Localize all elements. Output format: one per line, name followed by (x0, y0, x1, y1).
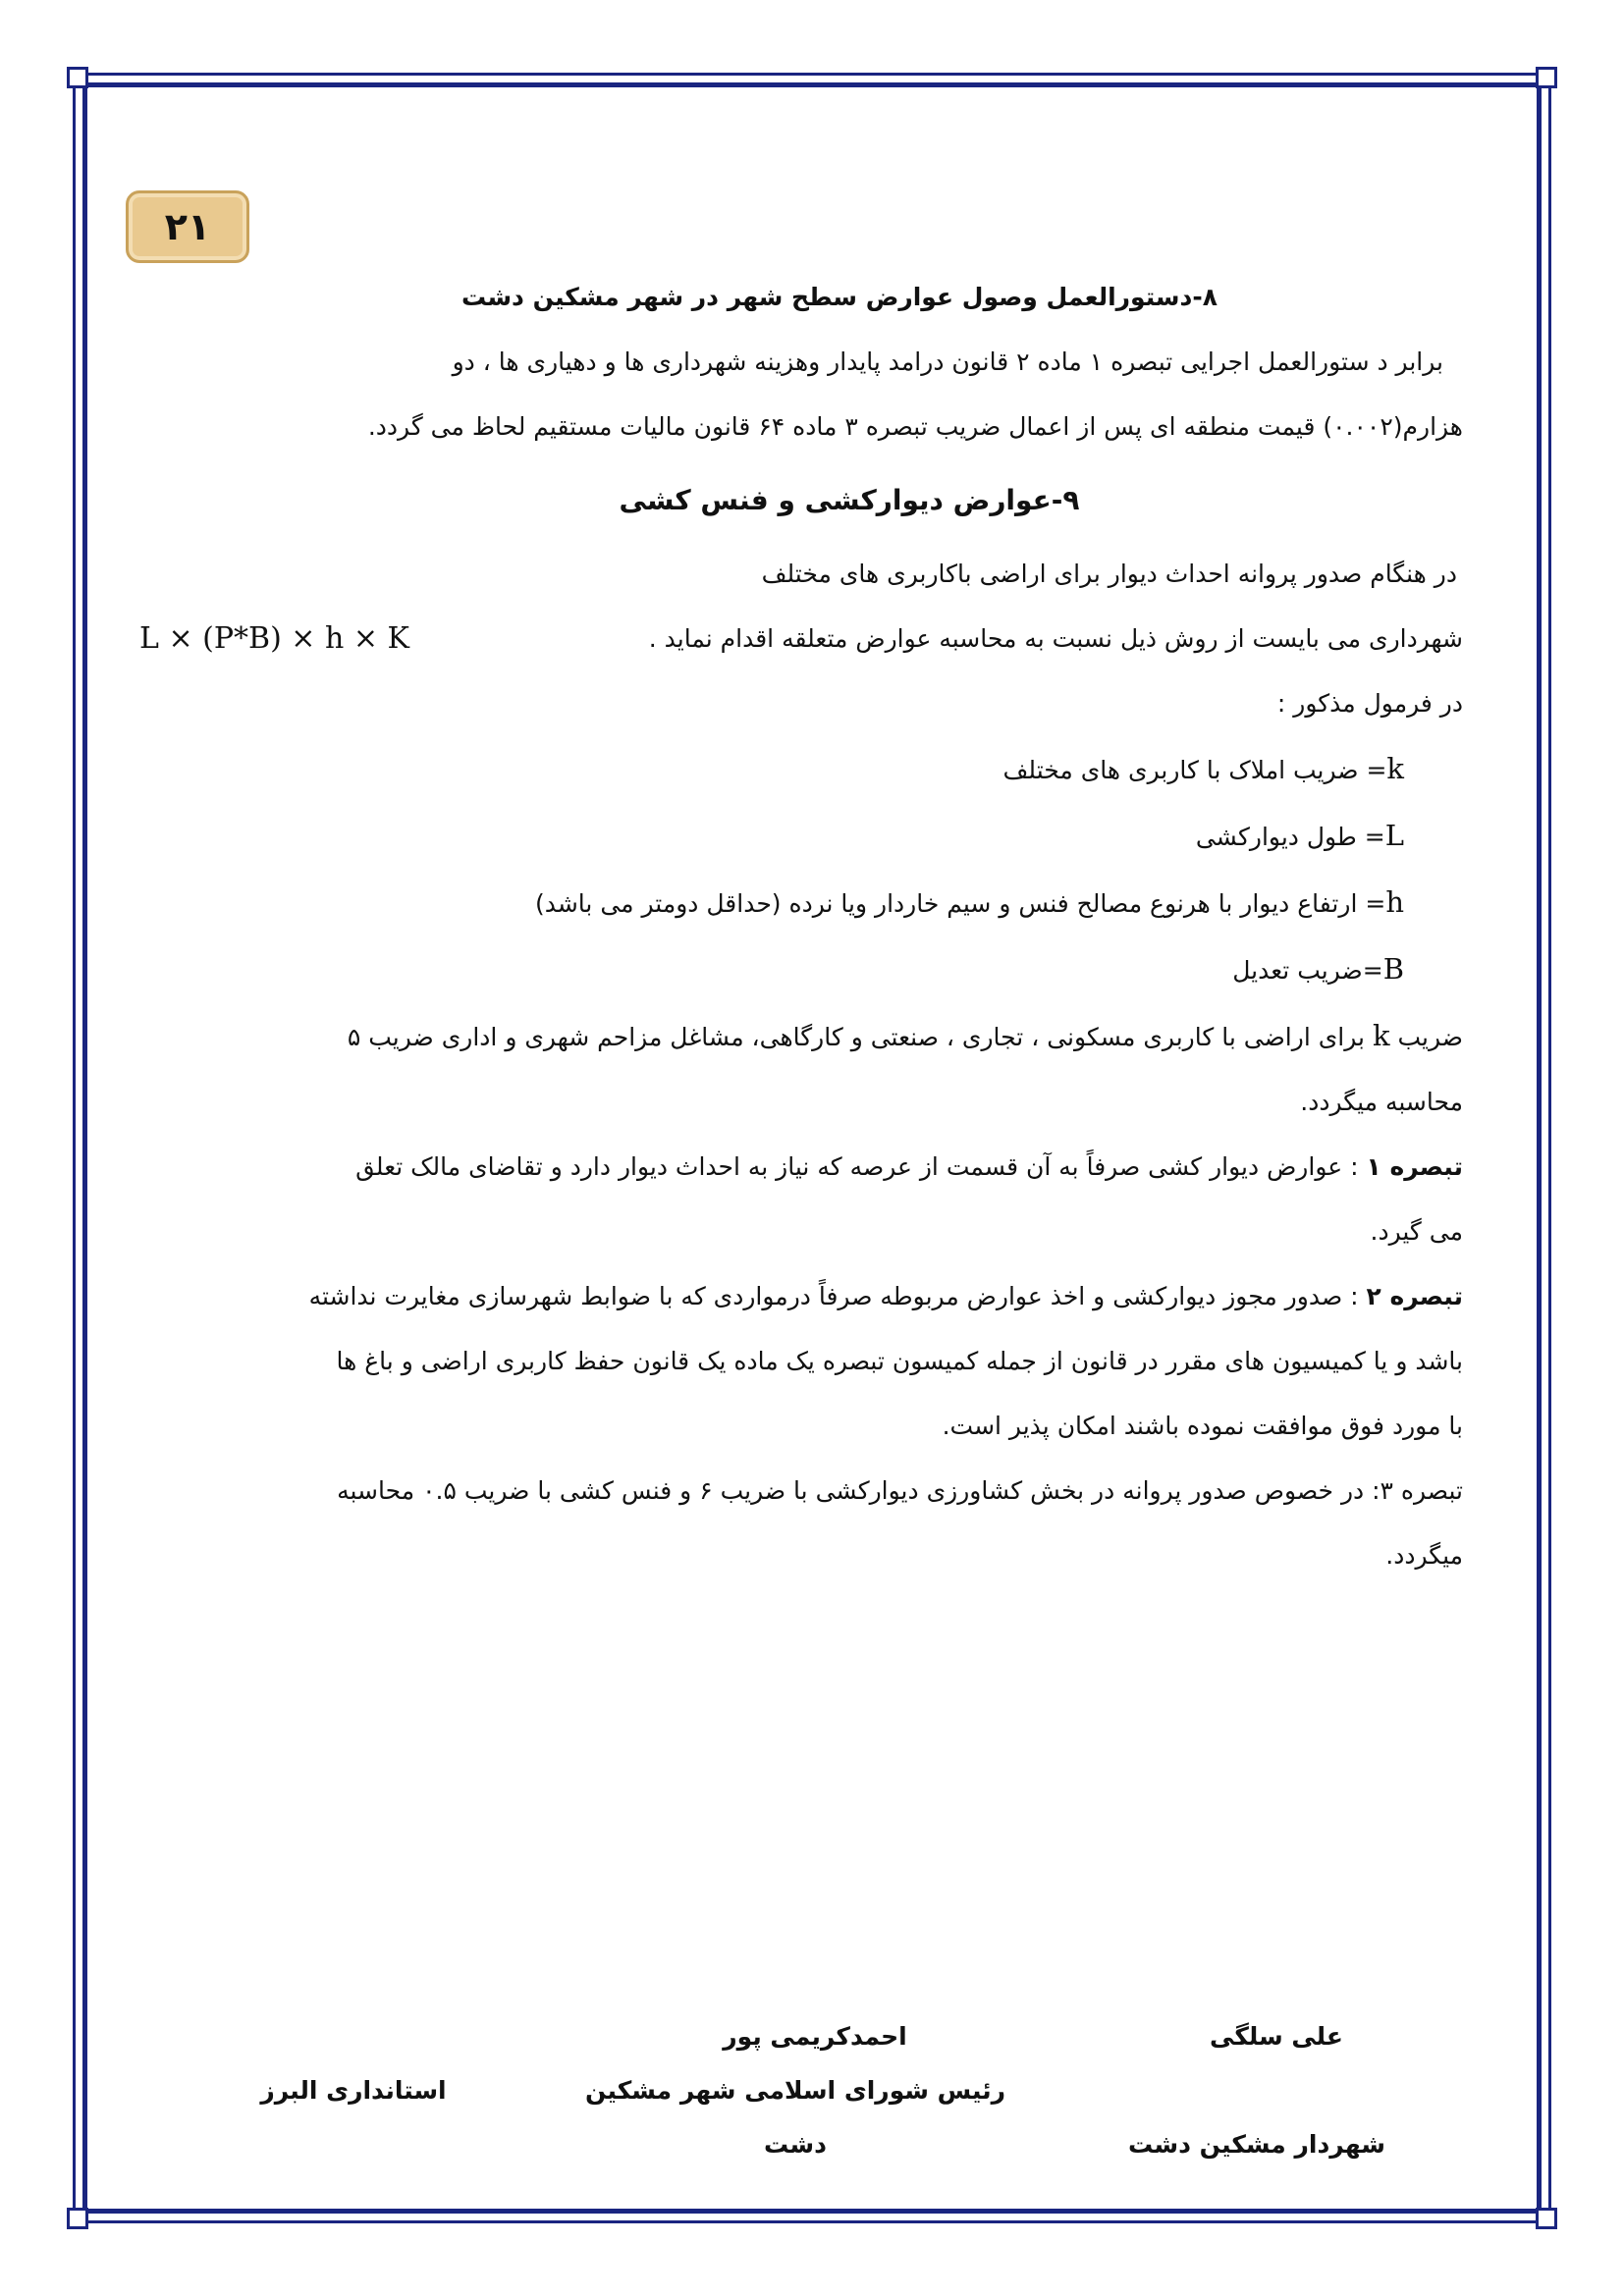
k-para-symbol: k (1372, 1019, 1390, 1052)
definition-b (128, 936, 1463, 1003)
page-number: ۲۱ (164, 205, 211, 248)
frame-corner-top-left (67, 67, 88, 88)
signature-council-title1: رئیس شورای اسلامی شهر مشکین (585, 2076, 1005, 2105)
k-para-line2: محاسبه میگردد. (1300, 1088, 1463, 1116)
definition-h-symbol: h (1385, 885, 1404, 919)
definition-k-text: = ضریب املاک با کاربری های مختلف (1002, 756, 1387, 784)
signature-mayor-name: علی سلگی (1210, 2022, 1343, 2051)
section9-intro1: در هنگام صدور پروانه احداث دیوار برای اراضی باکاربری های مختلف (761, 560, 1457, 588)
fee-formula: L × (P*B) × h × K (139, 621, 409, 656)
definition-k-symbol: k (1386, 752, 1404, 785)
k-para-after: برای اراضی با کاربری مسکونی ، تجاری ، صنعتی و کارگاهی، مشاغل مزاحم شهری و اداری ضریب ۵ (347, 1023, 1373, 1051)
k-coefficient-para (128, 1003, 1463, 1070)
note1-line2: می گیرد. (1370, 1217, 1463, 1246)
signature-council-title2: دشت (764, 2130, 827, 2159)
definition-k (128, 736, 1463, 803)
note2-label: تبصره ۲ (1366, 1282, 1463, 1310)
definition-h-text: = ارتفاع دیوار با هرنوع مصالح فنس و سیم خاردار ویا نرده (حداقل دومتر می باشد) (534, 889, 1386, 918)
page-number-badge (126, 190, 249, 263)
note1-line1 (128, 1135, 1463, 1200)
section9-title: ۹-عوارض دیوارکشی و فنس کشی (619, 484, 1080, 516)
k-para-before: ضریب (1397, 1023, 1463, 1051)
note2-line3: با مورد فوق موافقت نموده باشند امکان پذیر است. (942, 1412, 1463, 1440)
section8-line1: برابر د ستورالعمل اجرایی تبصره ۱ ماده ۲ قانون درامد پایدار وهزینه شهرداری ها و دهیاری ها ، دو (452, 347, 1443, 376)
section9-intro2: شهرداری می بایست از روش ذیل نسبت به محاسبه عوارض متعلقه اقدام نماید . (648, 624, 1463, 653)
signature-governorate: استانداری البرز (260, 2076, 447, 2105)
signature-mayor-title: شهردار مشکین دشت (1128, 2130, 1385, 2159)
section8-title: ۸-دستورالعمل وصول عوارض سطح شهر در شهر مشکین دشت (460, 283, 1218, 311)
definition-l-symbol: L (1384, 819, 1404, 852)
note2-line1 (128, 1264, 1463, 1329)
note1-label: تبصره ۱ (1366, 1152, 1463, 1181)
formula-intro: در فرمول مذکور : (1276, 689, 1463, 718)
note1-text: : عوارض دیوار کشی صرفاً به آن قسمت از عرصه که نیاز به احداث دیوار دارد و تقاضای مالک تعلق (355, 1152, 1367, 1181)
frame-corner-bottom-right (1536, 2208, 1557, 2229)
definition-l (128, 803, 1463, 870)
definition-l-text: = طول دیوارکشی (1195, 823, 1385, 851)
definition-b-symbol: B (1382, 952, 1404, 986)
signature-council-name: احمدکریمی پور (723, 2022, 907, 2051)
section9-intro2-row (128, 607, 1463, 671)
section8-line2: هزارم(۰.۰۰۲) قیمت منطقه ای پس از اعمال ضریب تبصره ۳ ماده ۶۴ قانون مالیات مستقیم لحاظ می گردد. (367, 412, 1463, 441)
definition-b-text: =ضریب تعدیل (1232, 956, 1383, 985)
document-body (128, 265, 1463, 1588)
note3-line1: تبصره ۳: در خصوص صدور پروانه در بخش کشاورزی دیوارکشی با ضریب ۶ و فنس کشی با ضریب ۰.۵ محاسبه (337, 1476, 1463, 1505)
frame-corner-top-right (1536, 67, 1557, 88)
frame-corner-bottom-left (67, 2208, 88, 2229)
note2-text: : صدور مجوز دیوارکشی و اخذ عوارض مربوطه صرفاً درمواردی که با ضوابط شهرسازی مغایرت نداشته (308, 1282, 1367, 1310)
note2-line2: باشد و یا کمیسیون های مقرر در قانون از جمله کمیسون تبصره یک ماده یک قانون حفظ کاربری اراضی و باغ ها (336, 1347, 1463, 1375)
note3-line2: میگردد. (1385, 1541, 1463, 1570)
definition-h (128, 870, 1463, 936)
